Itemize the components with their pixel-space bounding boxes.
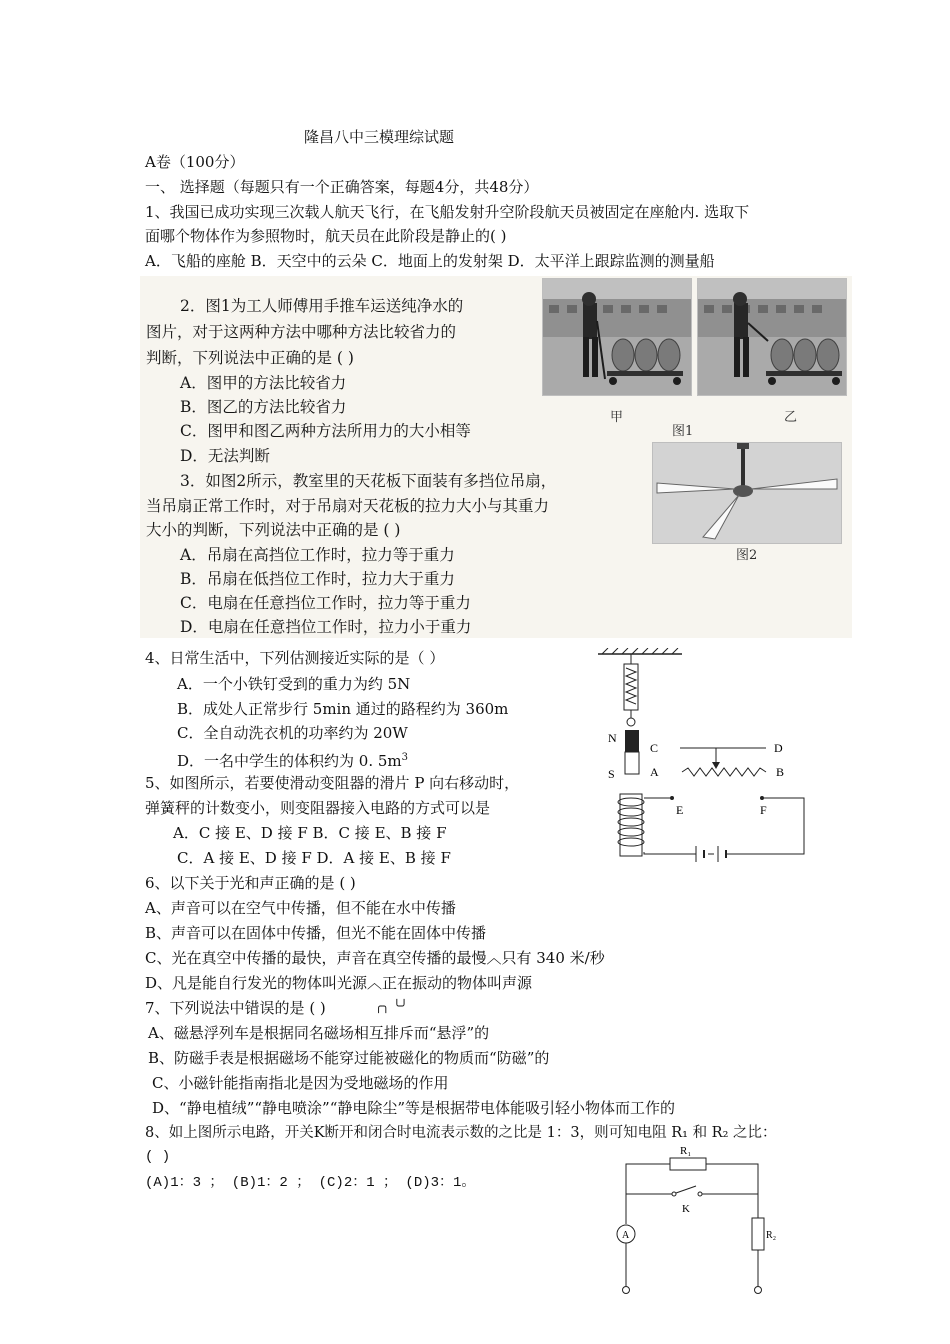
q6-option-b: B、声音可以在固体中传播，但光不能在固体中传播	[145, 924, 487, 942]
q5-line2: 弹簧秤的计数变小，则变阻器接入电路的方式可以是	[145, 799, 491, 817]
q3-line1: 3．如图2所示，教室里的天花板下面装有多挡位吊扇，	[180, 472, 557, 490]
q2-option-c: C．图甲和图乙两种方法所用力的大小相等	[180, 422, 471, 440]
q8-label-r2: R₂	[766, 1230, 777, 1241]
q3-option-c: C．电扇在任意挡位工作时，拉力等于重力	[180, 594, 471, 612]
part-heading: 一、 选择题（每题只有一个正确答案，每题4分，共48分）	[145, 178, 539, 196]
q2-option-b: B．图乙的方法比较省力	[180, 398, 347, 416]
q3-line3: 大小的判断，下列说法中正确的是 ( )	[146, 521, 401, 539]
q6-option-a: A、声音可以在空气中传播，但不能在水中传播	[145, 899, 456, 917]
q5-label-e: E	[676, 803, 684, 817]
q5-label-f: F	[760, 803, 767, 817]
figure1-photo-yi	[697, 278, 847, 396]
q5-line1: 5、如图所示，若要使滑动变阻器的滑片 P 向右移动时，	[145, 774, 520, 792]
q7-stem: 7、下列说法中错误的是 ( )	[145, 999, 326, 1017]
q6-stem: 6、以下关于光和声正确的是 ( )	[145, 874, 356, 892]
scanned-questions-block	[140, 276, 852, 638]
q8-line2: ( )	[145, 1149, 171, 1165]
q2-line2: 图片，对于这两种方法中哪种方法比较省力的	[146, 323, 457, 341]
q8-label-ammeter: A	[622, 1230, 630, 1241]
q8-label-k: K	[682, 1203, 690, 1215]
q2-option-a: A．图甲的方法比较省力	[180, 374, 347, 392]
q5-label-n: N	[608, 731, 617, 745]
q7-marks: ╭╮ ╰╯	[375, 999, 408, 1013]
figure2-caption: 图2	[736, 548, 758, 563]
q1-options: A．飞船的座舱 B．天空中的云朵 C．地面上的发射架 D．太平洋上跟踪监测的测量船	[145, 252, 715, 270]
q4-option-c: C．全自动洗衣机的功率约为 20W	[177, 724, 408, 742]
q2-option-d: D．无法判断	[180, 447, 270, 465]
q7-option-a: A、磁悬浮列车是根据同名磁场相互排斥而“悬浮”的	[148, 1024, 490, 1042]
q4-option-d	[177, 748, 408, 771]
q8-line1: 8、如上图所示电路，开关K断开和闭合时电流表示数的之比是 1：3，则可知电阻 R₁ 和 R₂ 之比：	[145, 1125, 777, 1141]
figure1-photo-jia	[542, 278, 692, 396]
q4-option-b: B．成处人正常步行 5min 通过的路程约为 360m	[177, 700, 509, 718]
q4-stem: 4、日常生活中，下列估测接近实际的是（ ）	[145, 649, 445, 667]
q7-option-d: D、“静电植绒”“静电喷涂”“静电除尘”等是根据带电体能吸引轻小物体而工作的	[152, 1099, 676, 1117]
q1-line1: 1、我国已成功实现三次载人航天飞行，在飞船发射升空阶段航天员被固定在座舱内. 选取下	[145, 203, 750, 221]
q2-line3: 判断，下列说法中正确的是 ( )	[146, 349, 354, 367]
q5-label-s: S	[608, 767, 615, 781]
q4-option-d-text: D．一名中学生的体积约为 0. 5m	[177, 752, 402, 770]
page-title: 隆昌八中三模理综试题	[304, 128, 455, 146]
q2-line1: 2．图1为工人师傅用手推车运送纯净水的	[180, 297, 464, 315]
q3-option-d: D．电扇在任意挡位工作时，拉力小于重力	[180, 618, 472, 636]
q5-label-b: B	[776, 765, 785, 779]
q5-options-2: C．A 接 E、D 接 F D．A 接 E、B 接 F	[177, 849, 451, 867]
q5-circuit-figure	[598, 648, 818, 864]
q3-option-a: A．吊扇在高挡位工作时，拉力等于重力	[180, 546, 455, 564]
figure1-caption: 图1	[672, 424, 694, 439]
q5-label-a: A	[650, 765, 659, 779]
q4-option-a: A．一个小铁钉受到的重力为约 5N	[177, 675, 411, 693]
q3-line2: 当吊扇正常工作时，对于吊扇对天花板的拉力大小与其重力	[146, 497, 550, 515]
q7-option-b: B、防磁手表是根据磁场不能穿过能被磁化的物质而“防磁”的	[148, 1049, 550, 1067]
section-heading: A卷（100分）	[145, 153, 245, 171]
q5-label-c: C	[650, 741, 659, 755]
figure2-fan-photo	[652, 442, 842, 544]
q6-option-c: C、光在真空中传播的最快，声音在真空传播的最慢︿只有 340 米/秒	[145, 949, 605, 967]
figure1-label-jia: 甲	[610, 410, 624, 425]
q8-circuit-figure	[610, 1140, 780, 1300]
q1-line2: 面哪个物体作为参照物时，航天员在此阶段是静止的( )	[145, 227, 507, 245]
figure1-label-yi: 乙	[784, 410, 798, 425]
q4-option-d-exponent: 3	[401, 752, 409, 763]
q3-option-b: B．吊扇在低挡位工作时，拉力大于重力	[180, 570, 455, 588]
q6-option-d: D、凡是能自行发光的物体叫光源︿正在振动的物体叫声源	[145, 974, 533, 992]
q7-option-c: C、小磁针能指南指北是因为受地磁场的作用	[152, 1074, 449, 1092]
q5-label-d: D	[774, 741, 783, 755]
q8-options: (A)1：3 ； (B)1：2 ； (C)2：1 ； (D)3：1。	[145, 1175, 476, 1191]
q8-label-r1: R₁	[680, 1145, 692, 1157]
q5-options-1: A．C 接 E、D 接 F B．C 接 E、B 接 F	[173, 824, 447, 842]
